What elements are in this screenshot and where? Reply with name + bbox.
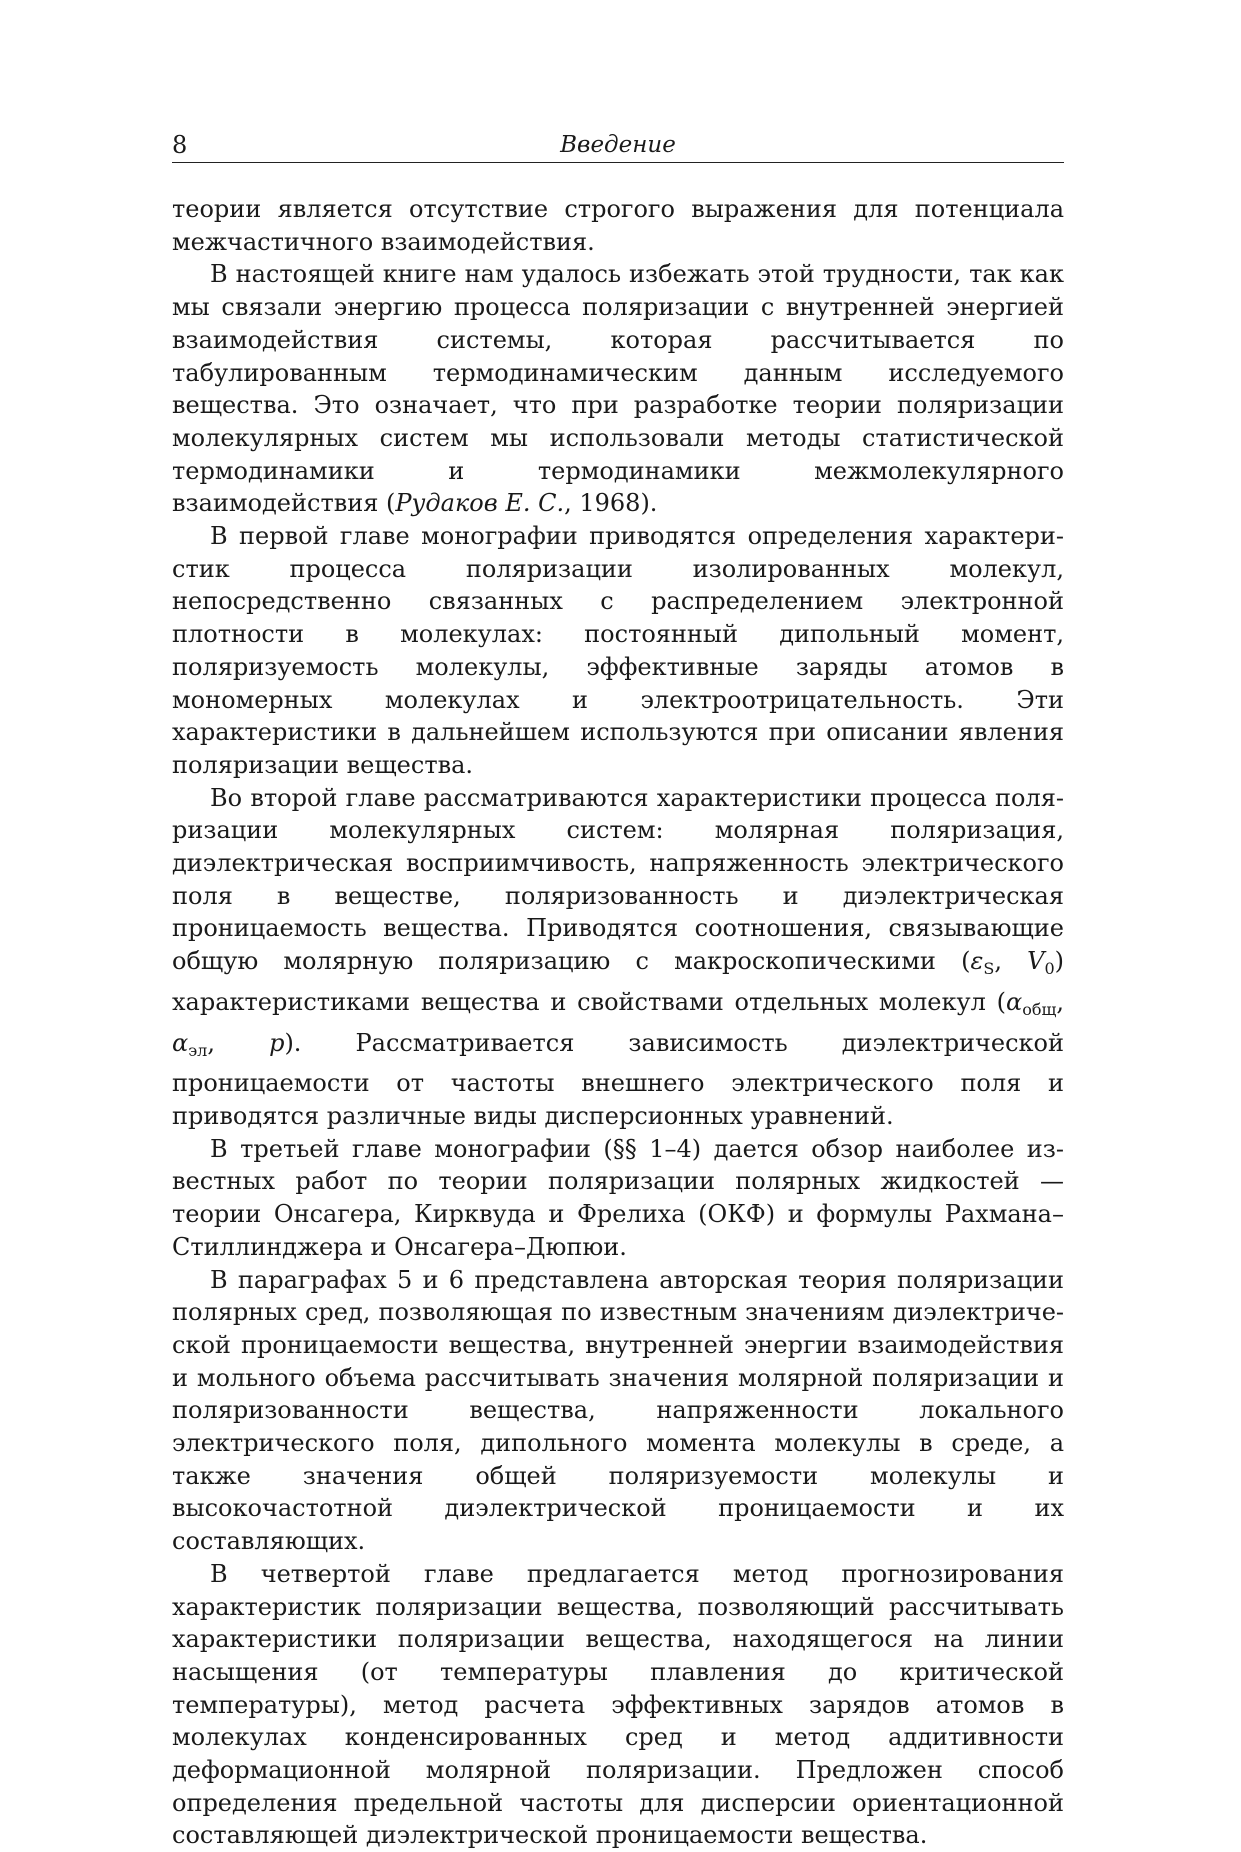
paragraph-chapter-4 — [172, 1558, 1064, 1852]
paragraph-text: В третьей главе монографии (§§ 1–4) дается обзор наиболее известных работ по теории поляризации полярных жидкостей — теории Онсагера, Кирквуда и Фрелиха (ОКФ) и формулы Рахмана–Стиллинджера и Онсагера–Дюпюи. — [172, 1134, 1064, 1261]
paragraph-continuation — [172, 193, 1064, 258]
math-separator: , — [1056, 987, 1064, 1016]
paragraph-chapter-2 — [172, 782, 1064, 1133]
math-subscript: 0 — [1044, 959, 1055, 979]
running-header — [172, 130, 1064, 163]
paragraph-text: В четвертой главе предлагается метод прогнозирования характеристик поляризации вещества, позволяющий рассчитывать характеристики поляризации вещества, находящегося на линии насыщения (от температуры плавления до критической температуры), метод расчета эффективных зарядов атомов в молекулах конденсированных сред и метод аддитивности деформационной молярной поляризации. Предложен способ определения предельной частоты для дисперсии ориентационной составляющей диэлектрической проницаемости вещества. — [172, 1559, 1064, 1850]
math-volume: V — [1027, 947, 1045, 976]
paragraph-chapter-1 — [172, 520, 1064, 782]
paragraph-text: ). Рассматривается зависимость диэлектрической проницаемости от частоты внешнего электрического поля и приводятся различные виды дисперсионных уравнений. — [172, 1028, 1065, 1130]
body-text — [172, 193, 1064, 1852]
math-dipole: p — [269, 1028, 285, 1057]
math-alpha: α — [172, 1028, 189, 1057]
math-alpha: α — [1006, 987, 1023, 1016]
math-subscript: общ — [1022, 999, 1057, 1019]
paragraph-text: Во второй главе рассматриваются характеристики процесса поляризации молекулярных систем: молярная поляризация, диэлектрическая восприимчивость, напряженность электрического поля в веществе, поляризованность и диэлектрическая проницаемость вещества. Приводятся соотношения, связывающие общую молярную поляризацию с макроскопическими ( — [172, 783, 1064, 976]
math-subscript: S — [983, 959, 995, 979]
running-title: Введение — [560, 132, 676, 158]
paragraph-text: ) характеристиками вещества и свойствами отдельных молекул ( — [172, 947, 1065, 1016]
paragraph-chapter-3 — [172, 1133, 1064, 1264]
paragraph-text: теории является отсутствие строгого выражения для потенциала межчастичного взаимодействия. — [172, 195, 1064, 256]
paragraph-book-approach — [172, 258, 1064, 520]
math-subscript: эл — [188, 1040, 208, 1060]
paragraph-text: В настоящей книге нам удалось избежать этой трудности, так как мы связали энергию процесса поляризации с внутренней энергией взаимодействия системы, которая рассчитывается по табулированным термодинамическим данным исследуемого вещества. Это означает, что при разработке теории поляризации молекулярных систем мы использовали методы статистической термодинамики и термодинамики межмолекулярного взаимодействия ( — [172, 260, 1064, 518]
math-separator: , — [994, 947, 1028, 976]
paragraph-text: , 1968). — [564, 489, 658, 518]
citation-author: Рудаков Е. С. — [395, 489, 565, 518]
paragraph-text: В параграфах 5 и 6 представлена авторская теория поляризации полярных сред, позволяющая по известным значениям диэлектрической проницаемости вещества, внутренней энергии взаимодействия и мольного объема рассчитывать значения молярной поляризации и поляризованности вещества, напряженности локального электрического поля, дипольного момента молекулы в среде, а также значения общей поляризуемости молекулы и высокочастотной диэлектрической проницаемости и их составляющих. — [172, 1265, 1064, 1556]
math-separator: , — [207, 1028, 270, 1057]
paragraph-sections-5-6 — [172, 1264, 1064, 1558]
math-epsilon: ε — [970, 947, 984, 976]
page-number: 8 — [172, 131, 188, 159]
paragraph-text: В первой главе монографии приводятся определения характеристик процесса поляризации изолированных молекул, непосредственно связанных с распределением электронной плотности в молекулах: постоянный дипольный момент, поляризуемость молекулы, эффективные заряды атомов в мономерных молекулах и электроотрицательность. Эти характеристики в дальнейшем используются при описании явления поляризации вещества. — [172, 522, 1064, 779]
